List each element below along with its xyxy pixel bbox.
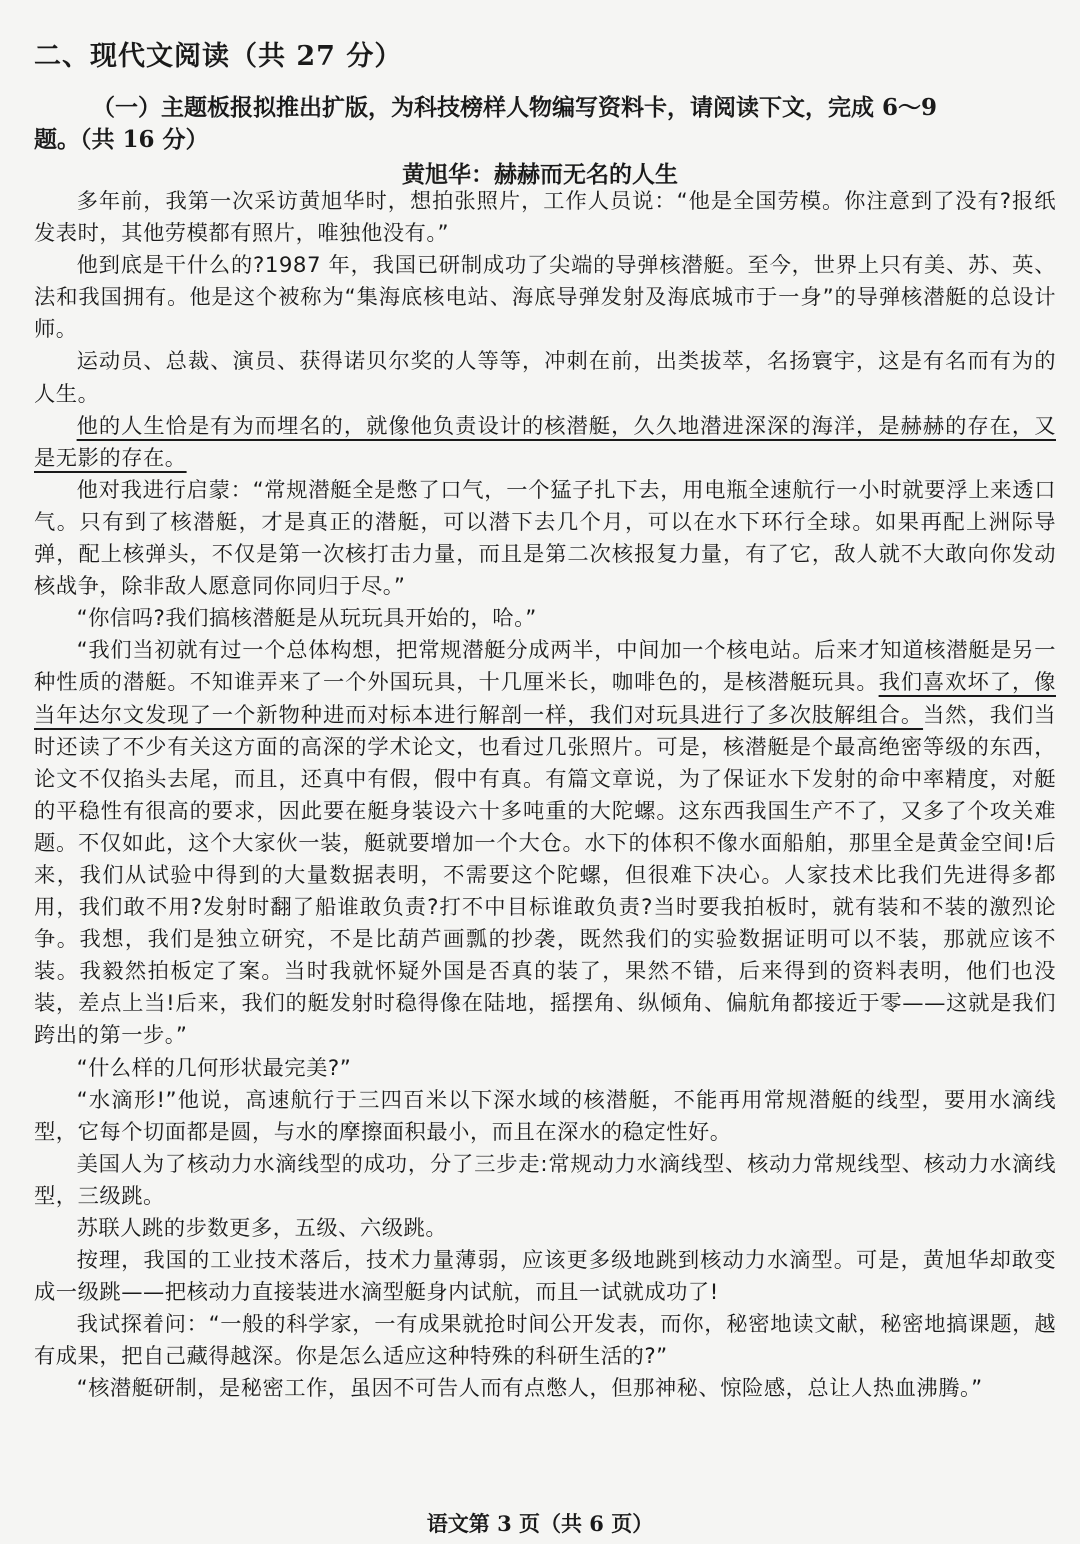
intro-line-2: 题。（共 16 分） bbox=[34, 126, 209, 153]
intro-line-1: （一）主题板报拟推出扩版，为科技榜样人物编写资料卡，请阅读下文，完成 6～9 bbox=[92, 94, 938, 121]
underlined-sentence: 我们喜欢坏了，像当年达尔文发现了一个新物种进而对标本进行解剖一样，我们对玩具进行了多次肢解组合。 bbox=[34, 670, 1056, 728]
section-title: 二、现代文阅读（共 27 分） bbox=[34, 41, 403, 72]
paragraph: 我试探着问：“一般的科学家，一有成果就抢时间公开发表，而你，秘密地读文献，秘密地搞课题，越有成果，把自己藏得越深。你是怎么适应这种特殊的科研生活的?” bbox=[34, 1312, 1056, 1370]
paragraph bbox=[34, 635, 1056, 1052]
paragraph: “你信吗?我们搞核潜艇是从玩玩具开始的，哈。” bbox=[76, 606, 537, 632]
paragraph: 运动员、总裁、演员、获得诺贝尔奖的人等等，冲刺在前，出类拔萃，名扬寰宇，这是有名而有为的人生。 bbox=[34, 349, 1056, 407]
paragraph: “水滴形!”他说，高速航行于三四百米以下深水域的核潜艇，不能再用常规潜艇的线型，要用水滴线型，它每个切面都是圆，与水的摩擦面积最小，而且在深水的稳定性好。 bbox=[34, 1087, 1056, 1145]
page-footer: 语文第 3 页（共 6 页） bbox=[426, 1511, 654, 1536]
article-body bbox=[34, 186, 1056, 1406]
article-title: 黄旭华：赫赫而无名的人生 bbox=[402, 161, 678, 188]
paragraph: 他对我进行启蒙：“常规潜艇全是憋了口气，一个猛子扎下去，用电瓶全速航行一小时就要浮上来透口气。只有到了核潜艇，才是真正的潜艇，可以潜下去几个月，可以在水下环行全球。如果再配上洲际导弹，配上核弹头，不仅是第一次核打击力量，而且是第二次核报复力量，有了它，敌人就不大敢向你发动核战争，除非敌人愿意同你同归于尽。” bbox=[34, 477, 1056, 600]
paragraph bbox=[34, 411, 1056, 475]
paragraph: 按理，我国的工业技术落后，技术力量薄弱，应该更多级地跳到核动力水滴型。可是，黄旭华却敢变成一级跳——把核动力直接装进水滴型艇身内试航，而且一试就成功了! bbox=[34, 1248, 1056, 1306]
question-intro bbox=[34, 92, 1054, 156]
paragraph-text: 当然，我们当时还读了不少有关这方面的高深的学术论文，也看过几张照片。可是，核潜艇是个最高绝密等级的东西，论文不仅掐头去尾，而且，还真中有假，假中有真。有篇文章说，为了保证水下发射的命中率精度，对艇的平稳性有很高的要求，因此要在艇身装设六十多吨重的大陀螺。这东西我国生产不了，又多了个攻关难题。不仅如此，这个大家伙一装，艇就要增加一个大仓。水下的体积不像水面船舶，那里全是黄金空间!后来，我们从试验中得到的大量数据表明，不需要这个陀螺，但很难下决心。人家技术比我们先进得多都用，我们敢不用?发射时翻了船谁敢负责?打不中目标谁敢负责?当时要我拍板时，就有装和不装的激烈论争。我想，我们是独立研究，不是比葫芦画瓢的抄袭，既然我们的实验数据证明可以不装，那就应该不装。我毅然拍板定了案。当时我就怀疑外国是否真的装了，果然不错，后来得到的资料表明，他们也没装，差点上当!后来，我们的艇发射时稳得像在陆地，摇摆角、纵倾角、偏航角都接近于零——这就是我们跨出的第一步。” bbox=[34, 702, 1056, 1049]
paragraph: 多年前，我第一次采访黄旭华时，想拍张照片，工作人员说：“他是全国劳模。你注意到了没有?报纸发表时，其他劳模都有照片，唯独他没有。” bbox=[34, 189, 1056, 247]
paragraph: 苏联人跳的步数更多，五级、六级跳。 bbox=[76, 1216, 448, 1241]
paragraph: 他到底是干什么的?1987 年，我国已研制成功了尖端的导弹核潜艇。至今，世界上只有美、苏、英、法和我国拥有。他是这个被称为“集海底核电站、海底导弹发射及海底城市于一身”的导弹核潜艇的总设计师。 bbox=[34, 253, 1056, 343]
paragraph: “核潜艇研制，是秘密工作，虽因不可告人而有点憋人，但那神秘、惊险感，总让人热血沸腾。” bbox=[76, 1376, 983, 1402]
paragraph-text: “我们当初就有过一个总体构想，把常规潜艇分成两半，中间加一个核电站。后来才知道核潜艇是另一种性质的潜艇。不知谁弄来了一个外国玩具，十几厘米长，咖啡色的，是核潜艇玩具。 bbox=[34, 638, 1056, 696]
paragraph: 美国人为了核动力水滴线型的成功，分了三步走:常规动力水滴线型、核动力常规线型、核动力水滴线型，三级跳。 bbox=[34, 1151, 1056, 1209]
paragraph: “什么样的几何形状最完美?” bbox=[76, 1055, 352, 1081]
underlined-sentence: 他的人生恰是有为而埋名的，就像他负责设计的核潜艇，久久地潜进深深的海洋，是赫赫的存在，又是无影的存在。 bbox=[34, 413, 1056, 471]
